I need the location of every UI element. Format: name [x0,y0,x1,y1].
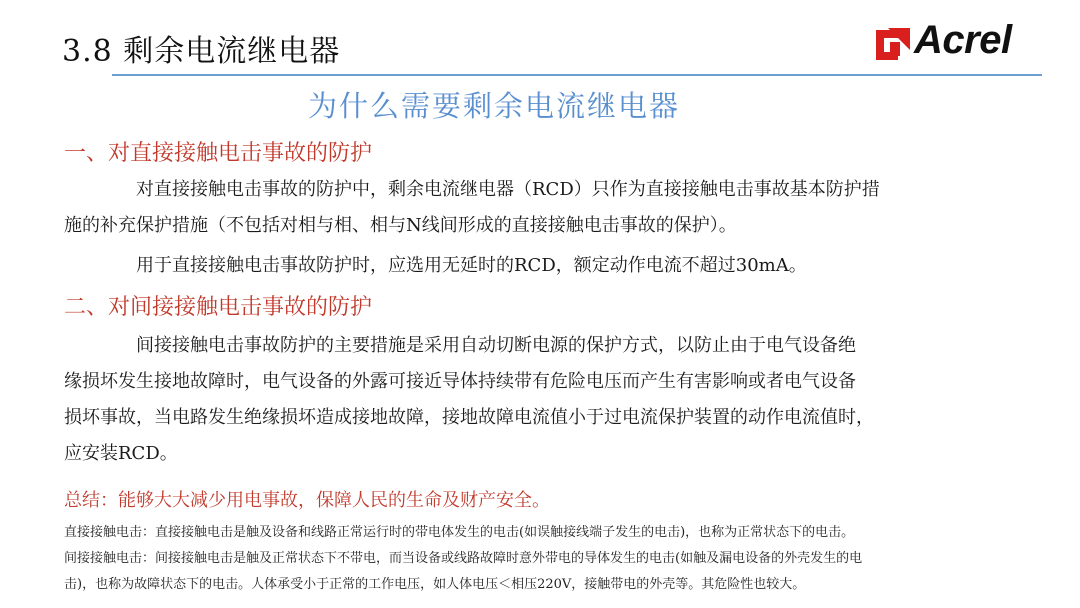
paragraph-line: 对直接接触电击事故的防护中，剩余电流继电器（RCD）只作为直接接触电击事故基本防护措 [136,179,880,200]
paragraph-line: 缘损坏发生接地故障时，电气设备的外露可接近导体持续带有危险电压而产生有害影响或者电气设备 [64,371,856,392]
slide-title: 3.8 剩余电流继电器 [62,34,341,69]
paragraph-line: 用于直接接触电击事故防护时，应选用无延时的RCD，额定动作电流不超过30mA。 [136,255,807,276]
footnote-line: 间接接触电击：间接接触电击是触及正常状态下不带电，而当设备或线路故障时意外带电的导体发生的电击(如触及漏电设备的外壳发生的电 [64,551,863,566]
section1-paragraph-1 [64,172,880,244]
summary-text: 总结：能够大大减少用电事故，保障人民的生命及财产安全。 [64,490,550,511]
slide-heading: 为什么需要剩余电流继电器 [307,89,680,123]
company-logo [876,18,1048,66]
logo-mark-icon [876,26,910,60]
paragraph-line: 施的补充保护措施（不包括对相与相、相与N线间形成的直接接触电击事故的保护）。 [64,215,737,236]
section1-title: 一、对直接接触电击事故的防护 [64,141,373,166]
paragraph-line: 间接接触电击事故防护的主要措施是采用自动切断电源的保护方式，以防止由于电气设备绝 [136,335,856,356]
paragraph-line: 损坏事故，当电路发生绝缘损坏造成接地故障，接地故障电流值小于过电流保护装置的动作电流值时， [64,407,874,428]
footnote-line: 击)，也称为故障状态下的电击。人体承受小于正常的工作电压，如人体电压＜相压220V，接触带电的外壳等。其危险性也较大。 [64,577,806,592]
section2-paragraph [64,328,874,472]
title-divider [112,74,1042,76]
footnotes [64,520,862,598]
footnote-line: 直接接触电击：直接接触电击是触及设备和线路正常运行时的带电体发生的电击(如误触接线端子发生的电击)，也称为正常状态下的电击。 [64,525,855,540]
section2-title: 二、对间接接触电击事故的防护 [64,295,373,320]
paragraph-line: 应安装RCD。 [64,443,178,464]
section1-paragraph-2 [136,248,807,284]
logo-wordmark: Acrel [914,18,1012,62]
